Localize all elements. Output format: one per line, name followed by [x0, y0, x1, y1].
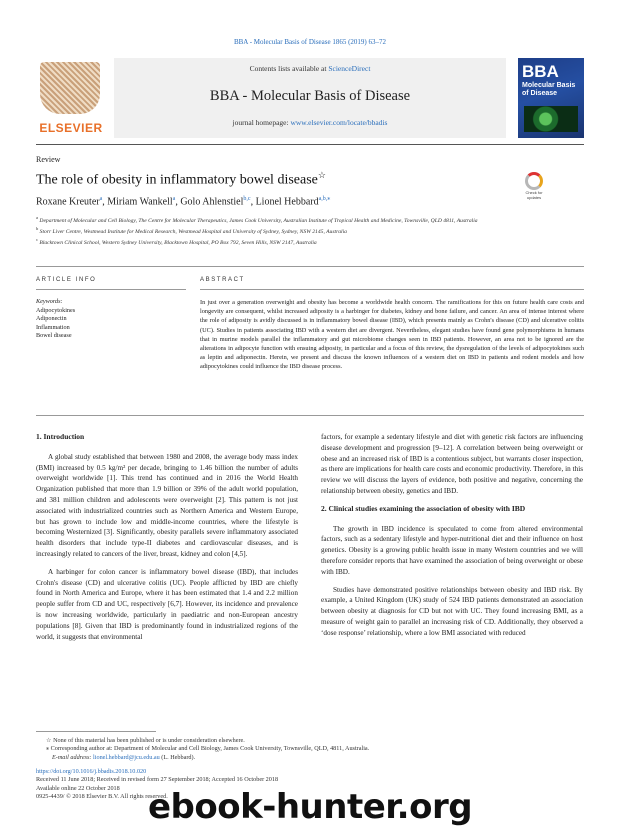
article-type: Review	[36, 155, 61, 164]
affiliation-text: Department of Molecular and Cell Biology, The Centre for Molecular Therapeutics, James Cook University, Australian Institute of Tropical Health and Medicine, Townsville, QLD 4811, Australia	[39, 217, 478, 224]
footnote-rule	[36, 731, 156, 732]
abstract-text: In just over a generation overweight and obesity has become a worldwide health concern. The ramifications for this on future health care costs and longevity are consequent, whilst increased adiposity is a harbinger for diabetes, kidney and bone failure, and cancer. An area of intense interest where the role of adiposity is avidly discussed is in inflammatory bowel disease (IBD), which presents mainly as Crohn's disease (CD) and ulcerative colitis (UC). Studies in patients associating IBD with a western diet are divergent. Nevertheless, elegant studies have found gene polymorphisms in humans that in murine models parallel the inflammatory and gut microbiome changes seen in IBD patients. However, an area not to be ignored are the alterations in adipocyte function with ensuing adiposity, in particular and a focus of this review, the dysregulation of the levels of adipocytokines such as leptin and adiponectin. Herein, we present and discuss the known influences of a western diet on IBD in patients and rodent models and how adipocytokines could influence the IBD disease process.	[200, 299, 584, 371]
journal-title: BBA - Molecular Basis of Disease	[209, 88, 411, 104]
affiliation-item	[36, 236, 584, 247]
article-title-text: The role of obesity in inflammatory bowel disease	[36, 172, 318, 188]
keywords-block	[36, 298, 186, 341]
elsevier-logo	[36, 58, 106, 138]
online-date: Available online 22 October 2018	[36, 784, 120, 792]
elsevier-tree-icon	[40, 62, 100, 114]
abstract-heading-rule	[200, 289, 584, 290]
article-info-heading: ARTICLE INFO	[36, 277, 97, 283]
keyword-item: Bowel disease	[36, 332, 72, 340]
abstract-heading: ABSTRACT	[200, 277, 245, 283]
author-name[interactable]: Lionel Hebbard	[255, 196, 319, 208]
abstract-bottom-rule	[36, 415, 584, 416]
author-name[interactable]: Golo Ahlenstiel	[180, 196, 244, 208]
email-label: E-mail address:	[52, 753, 94, 761]
affiliation-item	[36, 225, 584, 236]
journal-homepage-link[interactable]: www.elsevier.com/locate/bbadis	[290, 118, 388, 127]
article-title	[36, 170, 326, 189]
affiliation-text: Blacktown Clinical School, Western Sydney University, Blacktown Hospital, PO Box 792, Seven Hills, NSW 2147, Australia	[39, 239, 317, 246]
footnote-item: ⁎ Corresponding author at: Department of Molecular and Cell Biology, James Cook University, Townsville, QLD, 4811, Australia.	[46, 745, 370, 753]
body-paragraph: Studies have demonstrated positive relationships between obesity and IBD risk. By example, a United Kingdom (UK) study of 524 IBD patients demonstrated an association between obesity at diagnosis for CD but not with UC. They found increasing BMI, as a measure of weight gain to parallel an increasing risk of CD. Additionally, they observed a ‘dose response’ relationship, where a low BMI associated with reduced	[321, 585, 583, 637]
cover-subtitle: Molecular Basis of Disease	[522, 82, 576, 97]
body-column-right	[321, 432, 583, 646]
doi-link[interactable]: https://doi.org/10.1016/j.bbadis.2018.10.020	[36, 768, 147, 775]
section-heading-introduction: 1. Introduction	[36, 432, 85, 441]
author-affil-mark[interactable]: a,b,⁎	[318, 196, 331, 202]
body-column-left	[36, 432, 298, 649]
affiliation-mark: a	[36, 215, 38, 220]
cover-micrograph	[524, 106, 578, 132]
contents-prefix: Contents lists available at	[249, 64, 329, 73]
check-for-updates-button[interactable]	[522, 172, 546, 200]
footnote-item: ☆ None of this material has been published or is under consideration elsewhere.	[46, 737, 245, 744]
masthead-rule	[36, 144, 584, 145]
homepage-prefix: journal homepage:	[232, 118, 291, 127]
footnotes	[36, 737, 584, 762]
keyword-item: Inflammation	[36, 323, 70, 331]
check-updates-icon	[525, 172, 543, 190]
masthead-banner	[114, 58, 506, 138]
author-affil-mark[interactable]: b,c	[243, 196, 251, 202]
author-name[interactable]: Miriam Wankell	[107, 196, 173, 208]
author-list: Roxane Kreuter$^a$, Miriam Wankell$^a$, Golo Ahlenstiel$^{b,c}$, Lionel Hebbard$^{a,b,⁎}$	[36, 196, 331, 208]
author-email-link[interactable]: lionel.hebbard@jcu.edu.au	[93, 753, 160, 761]
journal-cover-image	[518, 58, 584, 138]
info-heading-rule	[36, 289, 186, 290]
author-name[interactable]: Roxane Kreuter	[36, 196, 100, 208]
title-footnote-mark: ☆	[317, 170, 326, 180]
email-suffix: (L. Hebbard).	[159, 753, 196, 761]
journal-masthead	[36, 58, 584, 138]
check-updates-label: Check for updates	[525, 190, 543, 200]
footnote-email	[36, 754, 584, 762]
contents-line	[114, 64, 506, 73]
homepage-line	[114, 118, 506, 127]
author-affil-mark[interactable]: a	[99, 196, 103, 202]
received-dates: Received 11 June 2018; Received in revised form 27 September 2018; Accepted 16 October 2018	[36, 776, 279, 784]
body-paragraph: A global study established that between 1980 and 2008, the average body mass index (BMI) increased by 0.5 kg/m² per decade, bringing to 1.46 billion the number of adults overweight worldwide [1]. This trend has continued and in 2016 the World Health Organization published that more than 1.9 billion or 39% of the adult world population, and 381 million children and adolescents were overweight [2]. This pattern is not just associated with industrialized countries such as Northern America and Western Europe, but has grown to include low and middle-income countries, where the lifestyle is becoming Westernized [3]. Significantly, obesity parallels severe inflammatory associated health disorders that include type-II diabetes and cardiovascular diseases, and is increasingly related to cancers of the liver, breast, kidney and colon [4,5].	[36, 452, 298, 558]
body-paragraph: The growth in IBD incidence is speculated to come from altered environmental factors, such as a sedentary lifestyle and hyper-nutritional diet and their influence on host genetics. Obesity is a growing public health issue in many Western countries and we will therefore consider reports that have examined the association of being overweight or obese with IBD.	[321, 524, 583, 576]
keyword-item: Adipocytokines	[36, 306, 76, 314]
body-paragraph: A harbinger for colon cancer is inflammatory bowel disease (IBD), that includes Crohn's disease (CD) and ulcerative colitis (UC). People afflicted by IBD are chiefly found in North America and Europe, where it has been estimated that 1.4 and 2.2 million people suffer from CD and UC, respectively [6,7]. However, its incidence and prevalence is now increasing worldwide, particularly in paediatric and non-European ancestry populations [8]. Given that IBD is predominantly found in industrialized regions of the world, it suggests that environmental	[36, 567, 298, 641]
cover-title: BBA	[522, 62, 559, 81]
elsevier-wordmark: ELSEVIER	[39, 121, 103, 135]
keywords-label: Keywords:	[36, 298, 63, 305]
info-top-rule	[36, 266, 584, 267]
sciencedirect-link[interactable]: ScienceDirect	[328, 64, 371, 73]
body-paragraph: factors, for example a sedentary lifestyle and diet with genetic risk factors are influencing disease development and progression [9–12]. A correlation between being overweight or obese and an increased risk of IBD is a contentious subject, but warrants closer inspection, as there are implications for health care costs and economic productivity. Therefore, in this review we will discuss the layers of evidence, both positive and negative, concerning the relationship between obesity, genetics and IBD.	[321, 433, 583, 495]
journal-citation-link[interactable]: BBA - Molecular Basis of Disease 1865 (2019) 63–72	[233, 38, 387, 46]
watermark-text: ebook-hunter.org	[148, 787, 473, 827]
affiliation-item	[36, 214, 584, 225]
section-heading-clinical-studies: 2. Clinical studies examining the association of obesity with IBD	[321, 503, 526, 513]
affiliations	[36, 214, 584, 247]
affiliation-text: Storr Liver Centre, Westmead Institute for Medical Research, Westmead Hospital and University of Sydney, Sydney, NSW 2145, Australia	[39, 228, 347, 235]
keyword-item: Adiponectin	[36, 315, 67, 323]
affiliation-mark: b	[36, 225, 39, 231]
author-affil-mark[interactable]: a	[172, 196, 176, 202]
copyright-line: 0925-4439/ © 2018 Elsevier B.V. All rights reserved.	[36, 793, 168, 801]
affiliation-mark: c	[36, 236, 38, 242]
